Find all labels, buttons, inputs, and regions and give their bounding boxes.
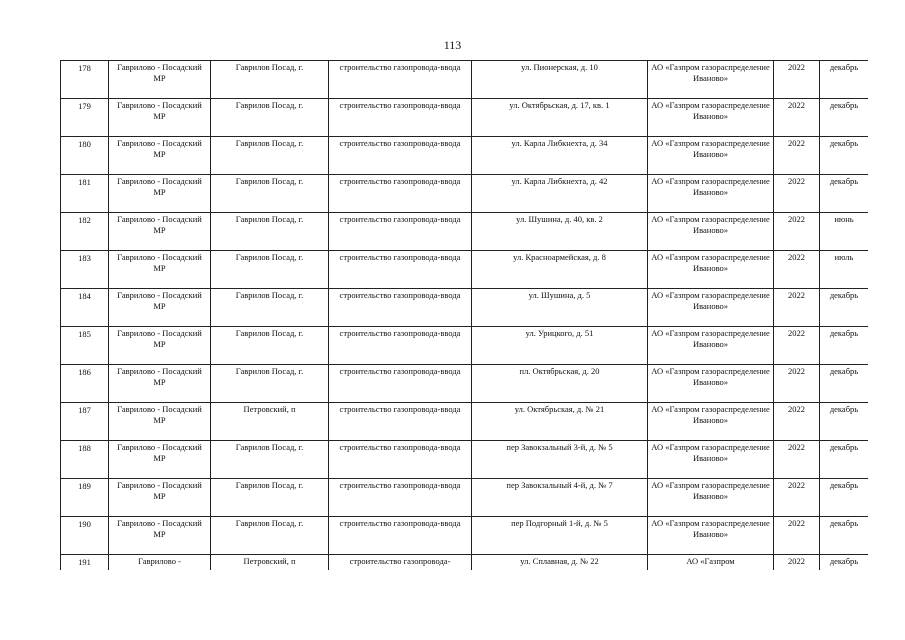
work-type-cell: строительство газопровода-ввода bbox=[329, 61, 472, 99]
table-row bbox=[61, 441, 869, 479]
address-cell: ул. Красноармейская, д. 8 bbox=[472, 251, 648, 289]
address-cell: пер Подгорный 1-й, д. № 5 bbox=[472, 517, 648, 555]
work-type-cell: строительство газопровода-ввода bbox=[329, 289, 472, 327]
month-cell: декабрь bbox=[820, 137, 869, 175]
settlement-cell: Гаврилов Посад, г. bbox=[211, 479, 329, 517]
settlement-cell: Гаврилов Посад, г. bbox=[211, 175, 329, 213]
month-cell: декабрь bbox=[820, 289, 869, 327]
row-number-cell: 187 bbox=[61, 403, 109, 441]
month-cell: декабрь bbox=[820, 327, 869, 365]
month-cell: июнь bbox=[820, 213, 869, 251]
month-cell: июль bbox=[820, 251, 869, 289]
settlement-cell: Гаврилов Посад, г. bbox=[211, 251, 329, 289]
organization-cell: АО «Газпром газораспределение Иваново» bbox=[648, 403, 774, 441]
district-cell: Гаврилово - Посадский МР bbox=[109, 175, 211, 213]
month-cell: декабрь bbox=[820, 517, 869, 555]
district-cell: Гаврилово - Посадский МР bbox=[109, 365, 211, 403]
row-number-cell: 185 bbox=[61, 327, 109, 365]
settlement-cell: Гаврилов Посад, г. bbox=[211, 327, 329, 365]
district-cell: Гаврилово - Посадский МР bbox=[109, 441, 211, 479]
row-number-cell: 182 bbox=[61, 213, 109, 251]
district-cell: Гаврилово - Посадский МР bbox=[109, 137, 211, 175]
organization-cell: АО «Газпром газораспределение Иваново» bbox=[648, 365, 774, 403]
organization-cell: АО «Газпром газораспределение Иваново» bbox=[648, 175, 774, 213]
row-number-cell: 189 bbox=[61, 479, 109, 517]
month-cell: декабрь bbox=[820, 403, 869, 441]
settlement-cell: Гаврилов Посад, г. bbox=[211, 365, 329, 403]
month-cell: декабрь bbox=[820, 175, 869, 213]
organization-cell: АО «Газпром газораспределение Иваново» bbox=[648, 517, 774, 555]
work-type-cell: строительство газопровода-ввода bbox=[329, 213, 472, 251]
address-cell: ул. Сплавная, д. № 22 bbox=[472, 555, 648, 571]
district-cell: Гаврилово - Посадский МР bbox=[109, 479, 211, 517]
organization-cell: АО «Газпром bbox=[648, 555, 774, 571]
month-cell: декабрь bbox=[820, 61, 869, 99]
address-cell: ул. Пионерская, д. 10 bbox=[472, 61, 648, 99]
month-cell: декабрь bbox=[820, 555, 869, 571]
district-cell: Гаврилово - Посадский МР bbox=[109, 213, 211, 251]
row-number-cell: 190 bbox=[61, 517, 109, 555]
address-cell: ул. Урицкого, д. 51 bbox=[472, 327, 648, 365]
table-row bbox=[61, 403, 869, 441]
work-type-cell: строительство газопровода-ввода bbox=[329, 175, 472, 213]
organization-cell: АО «Газпром газораспределение Иваново» bbox=[648, 61, 774, 99]
month-cell: декабрь bbox=[820, 365, 869, 403]
row-number-cell: 183 bbox=[61, 251, 109, 289]
year-cell: 2022 bbox=[774, 251, 820, 289]
address-cell: ул. Шушина, д. 5 bbox=[472, 289, 648, 327]
settlement-cell: Гаврилов Посад, г. bbox=[211, 99, 329, 137]
organization-cell: АО «Газпром газораспределение Иваново» bbox=[648, 441, 774, 479]
settlement-cell: Гаврилов Посад, г. bbox=[211, 441, 329, 479]
row-number-cell: 178 bbox=[61, 61, 109, 99]
table-row bbox=[61, 365, 869, 403]
settlement-cell: Гаврилов Посад, г. bbox=[211, 517, 329, 555]
year-cell: 2022 bbox=[774, 99, 820, 137]
year-cell: 2022 bbox=[774, 441, 820, 479]
address-cell: ул. Октябрьская, д. 17, кв. 1 bbox=[472, 99, 648, 137]
month-cell: декабрь bbox=[820, 99, 869, 137]
page-number: 113 bbox=[443, 38, 462, 52]
organization-cell: АО «Газпром газораспределение Иваново» bbox=[648, 327, 774, 365]
address-cell: ул. Шушина, д. 40, кв. 2 bbox=[472, 213, 648, 251]
year-cell: 2022 bbox=[774, 213, 820, 251]
row-number-cell: 184 bbox=[61, 289, 109, 327]
settlement-cell: Петровский, п bbox=[211, 403, 329, 441]
address-cell: пер Завокзальный 3-й, д. № 5 bbox=[472, 441, 648, 479]
district-cell: Гаврилово - Посадский МР bbox=[109, 289, 211, 327]
address-cell: ул. Октябрьская, д. № 21 bbox=[472, 403, 648, 441]
month-cell: декабрь bbox=[820, 479, 869, 517]
district-cell: Гаврилово - Посадский МР bbox=[109, 251, 211, 289]
month-cell: декабрь bbox=[820, 441, 869, 479]
work-type-cell: строительство газопровода-ввода bbox=[329, 517, 472, 555]
table-row bbox=[61, 327, 869, 365]
settlement-cell: Гаврилов Посад, г. bbox=[211, 137, 329, 175]
organization-cell: АО «Газпром газораспределение Иваново» bbox=[648, 479, 774, 517]
district-cell: Гаврилово - Посадский МР bbox=[109, 327, 211, 365]
work-type-cell: строительство газопровода-ввода bbox=[329, 479, 472, 517]
year-cell: 2022 bbox=[774, 403, 820, 441]
work-type-cell: строительство газопровода-ввода bbox=[329, 365, 472, 403]
address-cell: ул. Карла Либкнехта, д. 42 bbox=[472, 175, 648, 213]
work-type-cell: строительство газопровода-ввода bbox=[329, 137, 472, 175]
table-row bbox=[61, 175, 869, 213]
table-row bbox=[61, 479, 869, 517]
year-cell: 2022 bbox=[774, 517, 820, 555]
year-cell: 2022 bbox=[774, 365, 820, 403]
organization-cell: АО «Газпром газораспределение Иваново» bbox=[648, 289, 774, 327]
row-number-cell: 180 bbox=[61, 137, 109, 175]
work-type-cell: строительство газопровода-ввода bbox=[329, 403, 472, 441]
work-type-cell: строительство газопровода-ввода bbox=[329, 327, 472, 365]
year-cell: 2022 bbox=[774, 175, 820, 213]
table-body bbox=[61, 61, 869, 571]
settlement-cell: Гаврилов Посад, г. bbox=[211, 289, 329, 327]
row-number-cell: 188 bbox=[61, 441, 109, 479]
organization-cell: АО «Газпром газораспределение Иваново» bbox=[648, 213, 774, 251]
organization-cell: АО «Газпром газораспределение Иваново» bbox=[648, 99, 774, 137]
table-row bbox=[61, 99, 869, 137]
row-number-cell: 179 bbox=[61, 99, 109, 137]
table-row bbox=[61, 289, 869, 327]
table-row bbox=[61, 213, 869, 251]
settlement-cell: Петровский, п bbox=[211, 555, 329, 571]
gas-works-table bbox=[60, 60, 868, 570]
settlement-cell: Гаврилов Посад, г. bbox=[211, 213, 329, 251]
district-cell: Гаврилово - Посадский МР bbox=[109, 403, 211, 441]
year-cell: 2022 bbox=[774, 289, 820, 327]
organization-cell: АО «Газпром газораспределение Иваново» bbox=[648, 251, 774, 289]
work-type-cell: строительство газопровода-ввода bbox=[329, 441, 472, 479]
year-cell: 2022 bbox=[774, 61, 820, 99]
settlement-cell: Гаврилов Посад, г. bbox=[211, 61, 329, 99]
row-number-cell: 181 bbox=[61, 175, 109, 213]
table-row bbox=[61, 251, 869, 289]
year-cell: 2022 bbox=[774, 327, 820, 365]
table-container bbox=[60, 60, 868, 570]
row-number-cell: 191 bbox=[61, 555, 109, 571]
year-cell: 2022 bbox=[774, 137, 820, 175]
row-number-cell: 186 bbox=[61, 365, 109, 403]
address-cell: ул. Карла Либкнехта, д. 34 bbox=[472, 137, 648, 175]
work-type-cell: строительство газопровода- bbox=[329, 555, 472, 571]
table-row bbox=[61, 517, 869, 555]
work-type-cell: строительство газопровода-ввода bbox=[329, 99, 472, 137]
year-cell: 2022 bbox=[774, 479, 820, 517]
year-cell: 2022 bbox=[774, 555, 820, 571]
address-cell: пл. Октябрьская, д. 20 bbox=[472, 365, 648, 403]
work-type-cell: строительство газопровода-ввода bbox=[329, 251, 472, 289]
district-cell: Гаврилово - Посадский МР bbox=[109, 61, 211, 99]
district-cell: Гаврилово - bbox=[109, 555, 211, 571]
district-cell: Гаврилово - Посадский МР bbox=[109, 99, 211, 137]
table-row bbox=[61, 61, 869, 99]
district-cell: Гаврилово - Посадский МР bbox=[109, 517, 211, 555]
table-row bbox=[61, 137, 869, 175]
address-cell: пер Завокзальный 4-й, д. № 7 bbox=[472, 479, 648, 517]
organization-cell: АО «Газпром газораспределение Иваново» bbox=[648, 137, 774, 175]
table-row bbox=[61, 555, 869, 571]
